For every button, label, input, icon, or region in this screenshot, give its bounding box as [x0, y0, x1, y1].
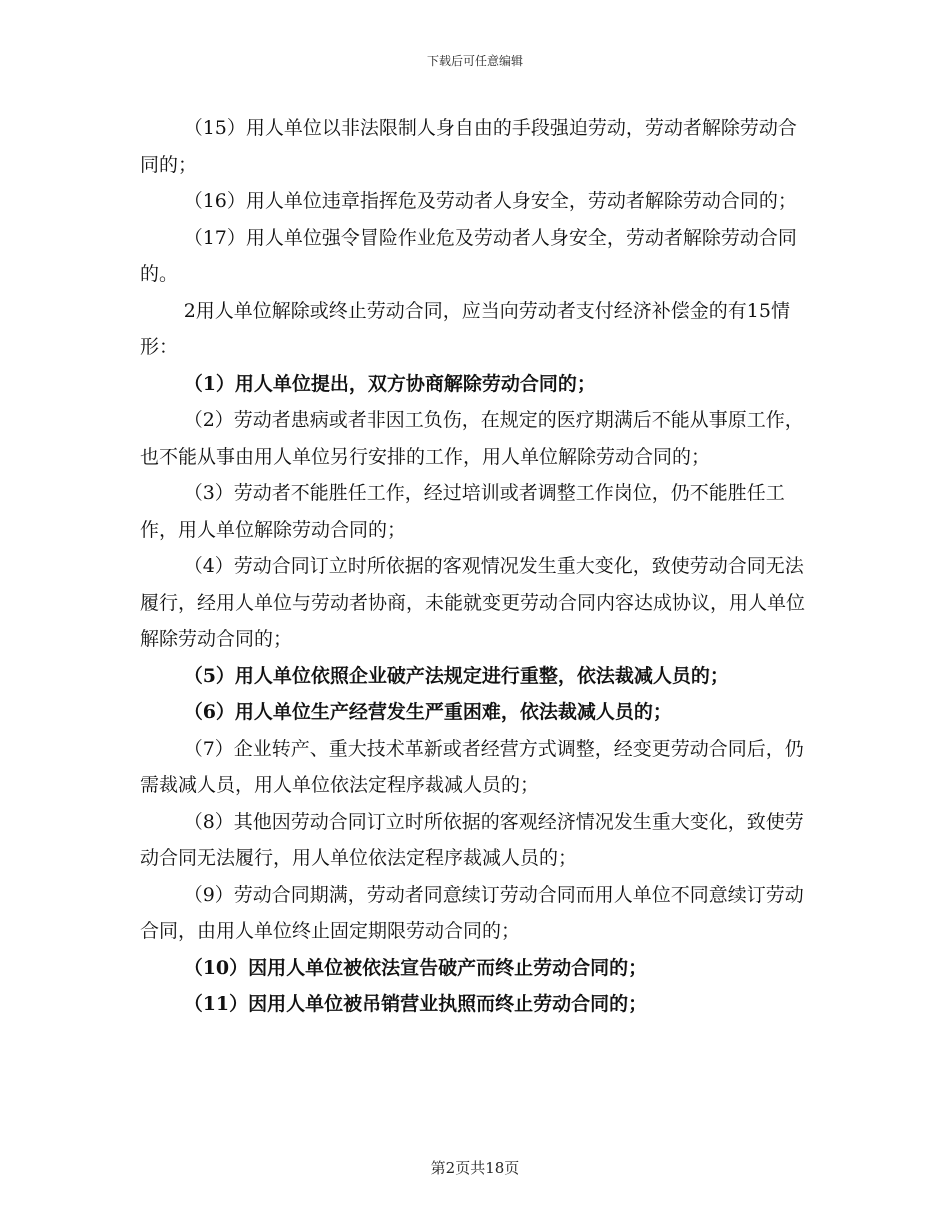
- paragraph-compensation-intro: 2用人单位解除或终止劳动合同，应当向劳动者支付经济补偿金的有15情形：: [140, 299, 790, 358]
- page-number-footer: 第2页共18页: [430, 1159, 520, 1177]
- paragraph-17: （17）用人单位强令冒险作业危及劳动者人身安全，劳动者解除劳动合同的。: [140, 226, 797, 285]
- paragraph-15: （15）用人单位以非法限制人身自由的手段强迫劳动，劳动者解除劳动合同的；: [140, 117, 797, 176]
- paragraph-item-8: （8）其他因劳动合同订立时所依据的客观经济情况发生重大变化，致使劳动合同无法履行，用人单位依法定程序裁减人员的；: [140, 810, 804, 869]
- paragraph-item-11: （11）因用人单位被吊销营业执照而终止劳动合同的；: [183, 993, 648, 1015]
- paragraph-item-2: （2）劳动者患病或者非因工负伤，在规定的医疗期满后不能从事原工作，也不能从事由用人单位另行安排的工作，用人单位解除劳动合同的；: [140, 409, 804, 468]
- page-header: 下载后可任意编辑: [426, 54, 523, 68]
- paragraph-item-4: （4）劳动合同订立时所依据的客观情况发生重大变化，致使劳动合同无法履行，经用人单位与劳动者协商，未能就变更劳动合同内容达成协议，用人单位解除劳动合同的；: [140, 555, 806, 650]
- paragraph-item-6: （6）用人单位生产经营发生严重困难，依法裁减人员的；: [183, 701, 672, 723]
- paragraph-item-5: （5）用人单位依照企业破产法规定进行重整，依法裁减人员的；: [183, 664, 729, 687]
- document-body: [140, 110, 810, 1023]
- paragraph-16: （16）用人单位违章指挥危及劳动者人身安全，劳动者解除劳动合同的；: [183, 190, 797, 212]
- paragraph-item-1: （1）用人单位提出，双方协商解除劳动合同的；: [183, 372, 596, 395]
- paragraph-item-7: （7）企业转产、重大技术革新或者经营方式调整，经变更劳动合同后，仍需裁减人员，用人单位依法定程序裁减人员的；: [140, 737, 804, 796]
- paragraph-item-9: （9）劳动合同期满，劳动者同意续订劳动合同而用人单位不同意续订劳动合同，由用人单位终止固定期限劳动合同的；: [140, 883, 804, 942]
- paragraph-item-10: （10）因用人单位被依法宣告破产而终止劳动合同的；: [183, 956, 648, 979]
- paragraph-item-3: （3）劳动者不能胜任工作，经过培训或者调整工作岗位，仍不能胜任工作，用人单位解除劳动合同的；: [140, 482, 785, 541]
